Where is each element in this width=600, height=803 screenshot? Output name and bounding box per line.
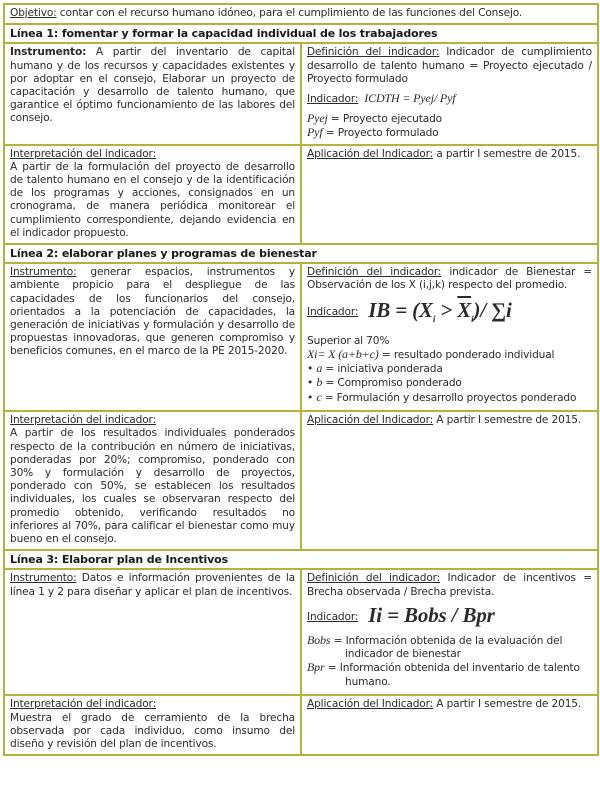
- objective-cell: [4, 4, 598, 24]
- line-2-instrument-text: generar espacios, instrumentos y ambiente propicio para el despliegue de las capacidades de los funcionarios del consejo, orientados a la potenciación de capacidades, la generación de iniciativas y formulación y desarrollo de propuestas innovadoras, que generen compromiso y beneficios comunes, en el marco de la PE 2015-2020.: [10, 266, 295, 358]
- line-1-row-b: [4, 145, 598, 244]
- line-2-instrument-label: Instrumento:: [10, 266, 77, 279]
- line-3-variable: [307, 634, 592, 661]
- line-1-variable-text: = Proyecto ejecutado: [327, 113, 442, 126]
- line-2-indicator-formula: [368, 298, 511, 322]
- line-3-interpretation-label: Interpretación del indicador:: [10, 698, 156, 711]
- line-3-indicator: [307, 602, 592, 630]
- line-1-application-text: a partir I semestre de 2015.: [433, 147, 581, 160]
- line-2-bullet-text: = Formulación y desarrollo proyectos ponderado: [321, 391, 577, 404]
- bullet-icon: •: [307, 377, 317, 390]
- line-1-application-label: Aplicación del Indicador:: [307, 147, 434, 160]
- line-1-instrument-text: A partir del inventario de capital humano y de los recursos y capacidades existentes y por adoptar en el consejo, Elaborar un proyecto de capacitación y desarrollo de talento humano, que garantice el óptimo funcionamiento de las labores del consejo.: [10, 46, 295, 125]
- line-3-application-label: Aplicación del Indicador:: [307, 698, 434, 711]
- line-3-definition-text: Indicador de incentivos = Brecha observada / Brecha prevista.: [307, 572, 593, 598]
- line-3-interpretation-text: Muestra el grado de cerramiento de la brecha observada por cada individuo, como insumo del diseño y revisión del plan de incentivos.: [10, 711, 295, 751]
- line-2-bullet: [307, 391, 592, 405]
- line-3-variable-symbol: Bpr: [307, 660, 325, 675]
- line-1-interpretation-cell: [4, 145, 301, 244]
- line-3-instrument-cell: [4, 569, 301, 695]
- line-2-threshold: Superior al 70%: [307, 334, 390, 347]
- line-1-interpretation-text: A partir de la formulación del proyecto de desarrollo de talento humano en el consejo y de la identificación de los programas y acciones, consignados en un cronograma, de manera periódica monitorear el cumplimiento correspondiente, dejando evidencia en el indicador propuesto.: [10, 160, 295, 239]
- line-1-definition-label: Definición del indicador:: [307, 46, 440, 59]
- formula-mean-symbol: $\overline{X}$: [457, 297, 472, 322]
- objective-text: contar con el recurso humano idóneo, para el cumplimiento de las funciones del Consejo.: [56, 7, 523, 19]
- line-2-definition-cell: [301, 263, 598, 411]
- line-2-bullet: [307, 376, 592, 390]
- line-3-variable-text: = Información obtenida de la evaluación del indicador de bienestar: [330, 634, 563, 661]
- line-2-interpretation-cell: [4, 411, 301, 550]
- line-3-definition-cell: [301, 569, 598, 695]
- line-3-row-b: [4, 695, 598, 755]
- line-2-bullet-symbol: c: [316, 389, 322, 404]
- line-3-row-a: [4, 569, 598, 695]
- line-2-interpretation-text: A partir de los resultados individuales ponderados respecto de la contribución en número de iniciativas, ponderadas por 20%; compromiso, ponderado con 30% y formulación y desarrollo de proyectos, ponderado con 50%, se establecen los resultados individuales, los cuales se observaran respecto del promedio obtenido, verificando resultados no inferiores al 70%, para calificar el bienestar como muy bueno en el consejo.: [10, 427, 295, 546]
- line-1-variable-text: = Proyecto formulado: [322, 127, 439, 140]
- line-2-title: Línea 2: elaborar planes y programas de bienestar: [4, 244, 598, 263]
- bullet-icon: •: [307, 391, 317, 404]
- line-2-application-label: Aplicación del Indicador:: [307, 414, 434, 427]
- line-1-title: Línea 1: fomentar y formar la capacidad individual de los trabajadores: [4, 24, 598, 43]
- line-2-definition-text: indicador de Bienestar = Observación de los X (i,j,k) respecto del promedio.: [307, 266, 593, 292]
- line-1-definition-text: Indicador de cumplimiento desarrollo de talento humano = Proyecto ejecutado / Proyecto formulado: [307, 46, 593, 85]
- bullet-icon: •: [307, 363, 317, 376]
- line-1-header-row: [4, 24, 598, 43]
- line-2-bullet-symbol: a: [316, 361, 323, 376]
- line-1-variable-symbol: Pyf: [307, 125, 323, 140]
- line-3-variable-text: = Información obtenida del inventario de talento humano.: [324, 662, 580, 688]
- objective-label: Objetivo:: [10, 7, 57, 19]
- objective-row: [4, 4, 598, 24]
- indicators-table: [3, 3, 599, 756]
- line-1-indicator-formula: ICDTH = Pyej/ Pyf: [364, 91, 456, 106]
- line-2-bullet-symbol: b: [316, 375, 323, 390]
- line-2-row-a: [4, 263, 598, 411]
- line-1-instrument-label: Instrumento:: [10, 46, 87, 59]
- line-2-header-row: [4, 244, 598, 263]
- line-2-interpretation-label: Interpretación del indicador:: [10, 414, 156, 427]
- line-2-application-text: A partir I semestre de 2015.: [433, 414, 582, 427]
- line-1-definition-cell: [301, 43, 598, 144]
- line-1-row-a: [4, 43, 598, 144]
- indicators-document: [3, 3, 597, 756]
- line-1-application-cell: [301, 145, 598, 244]
- line-2-instrument-cell: [4, 263, 301, 411]
- line-3-application-cell: [301, 695, 598, 755]
- line-2-xi-text: = resultado ponderado individual: [378, 349, 555, 362]
- line-3-indicator-formula: Ii = Bobs / Bpr: [368, 602, 495, 627]
- line-1-instrument-cell: [4, 43, 301, 144]
- line-1-indicator: [307, 92, 592, 106]
- formula-part: )/ ∑i: [473, 297, 512, 322]
- line-3-instrument-label: Instrumento:: [10, 572, 77, 585]
- line-3-indicator-label: Indicador:: [307, 610, 359, 623]
- line-2-bullet-text: = iniciativa ponderada: [322, 363, 443, 376]
- line-3-instrument-text: Datos e información provenientes de la línea 1 y 2 para diseñar y aplicar el plan de incentivos.: [10, 572, 295, 598]
- line-2-indicator-label: Indicador:: [307, 305, 359, 318]
- formula-part: >: [435, 297, 458, 322]
- line-2-indicator: [307, 297, 592, 332]
- line-1-indicator-label: Indicador:: [307, 93, 359, 106]
- line-1-variable-symbol: Pyej: [307, 111, 328, 126]
- line-3-variable: [307, 661, 592, 688]
- line-2-bullet: [307, 362, 592, 376]
- line-2-xi-definition: [307, 348, 592, 362]
- line-3-application-text: A partir I semestre de 2015.: [433, 698, 582, 711]
- line-3-header-row: [4, 550, 598, 569]
- formula-part: IB = (X: [368, 297, 433, 322]
- formula-subscript: i: [471, 313, 474, 324]
- line-3-variable-symbol: Bobs: [307, 632, 331, 647]
- line-3-title: Línea 3: Elaborar plan de Incentivos: [4, 550, 598, 569]
- line-2-xi-symbol: Xi= X (a+b+c): [307, 347, 379, 362]
- line-1-interpretation-label: Interpretación del indicador:: [10, 147, 156, 160]
- line-2-application-cell: [301, 411, 598, 550]
- line-2-row-b: [4, 411, 598, 550]
- formula-subscript: i: [432, 313, 436, 324]
- line-2-definition-label: Definición del indicador:: [307, 266, 442, 279]
- line-2-bullet-text: = Compromiso ponderado: [322, 377, 462, 390]
- line-1-variable: [307, 126, 592, 140]
- line-3-interpretation-cell: [4, 695, 301, 755]
- line-3-definition-label: Definición del indicador:: [307, 572, 441, 585]
- line-1-variable: [307, 112, 592, 126]
